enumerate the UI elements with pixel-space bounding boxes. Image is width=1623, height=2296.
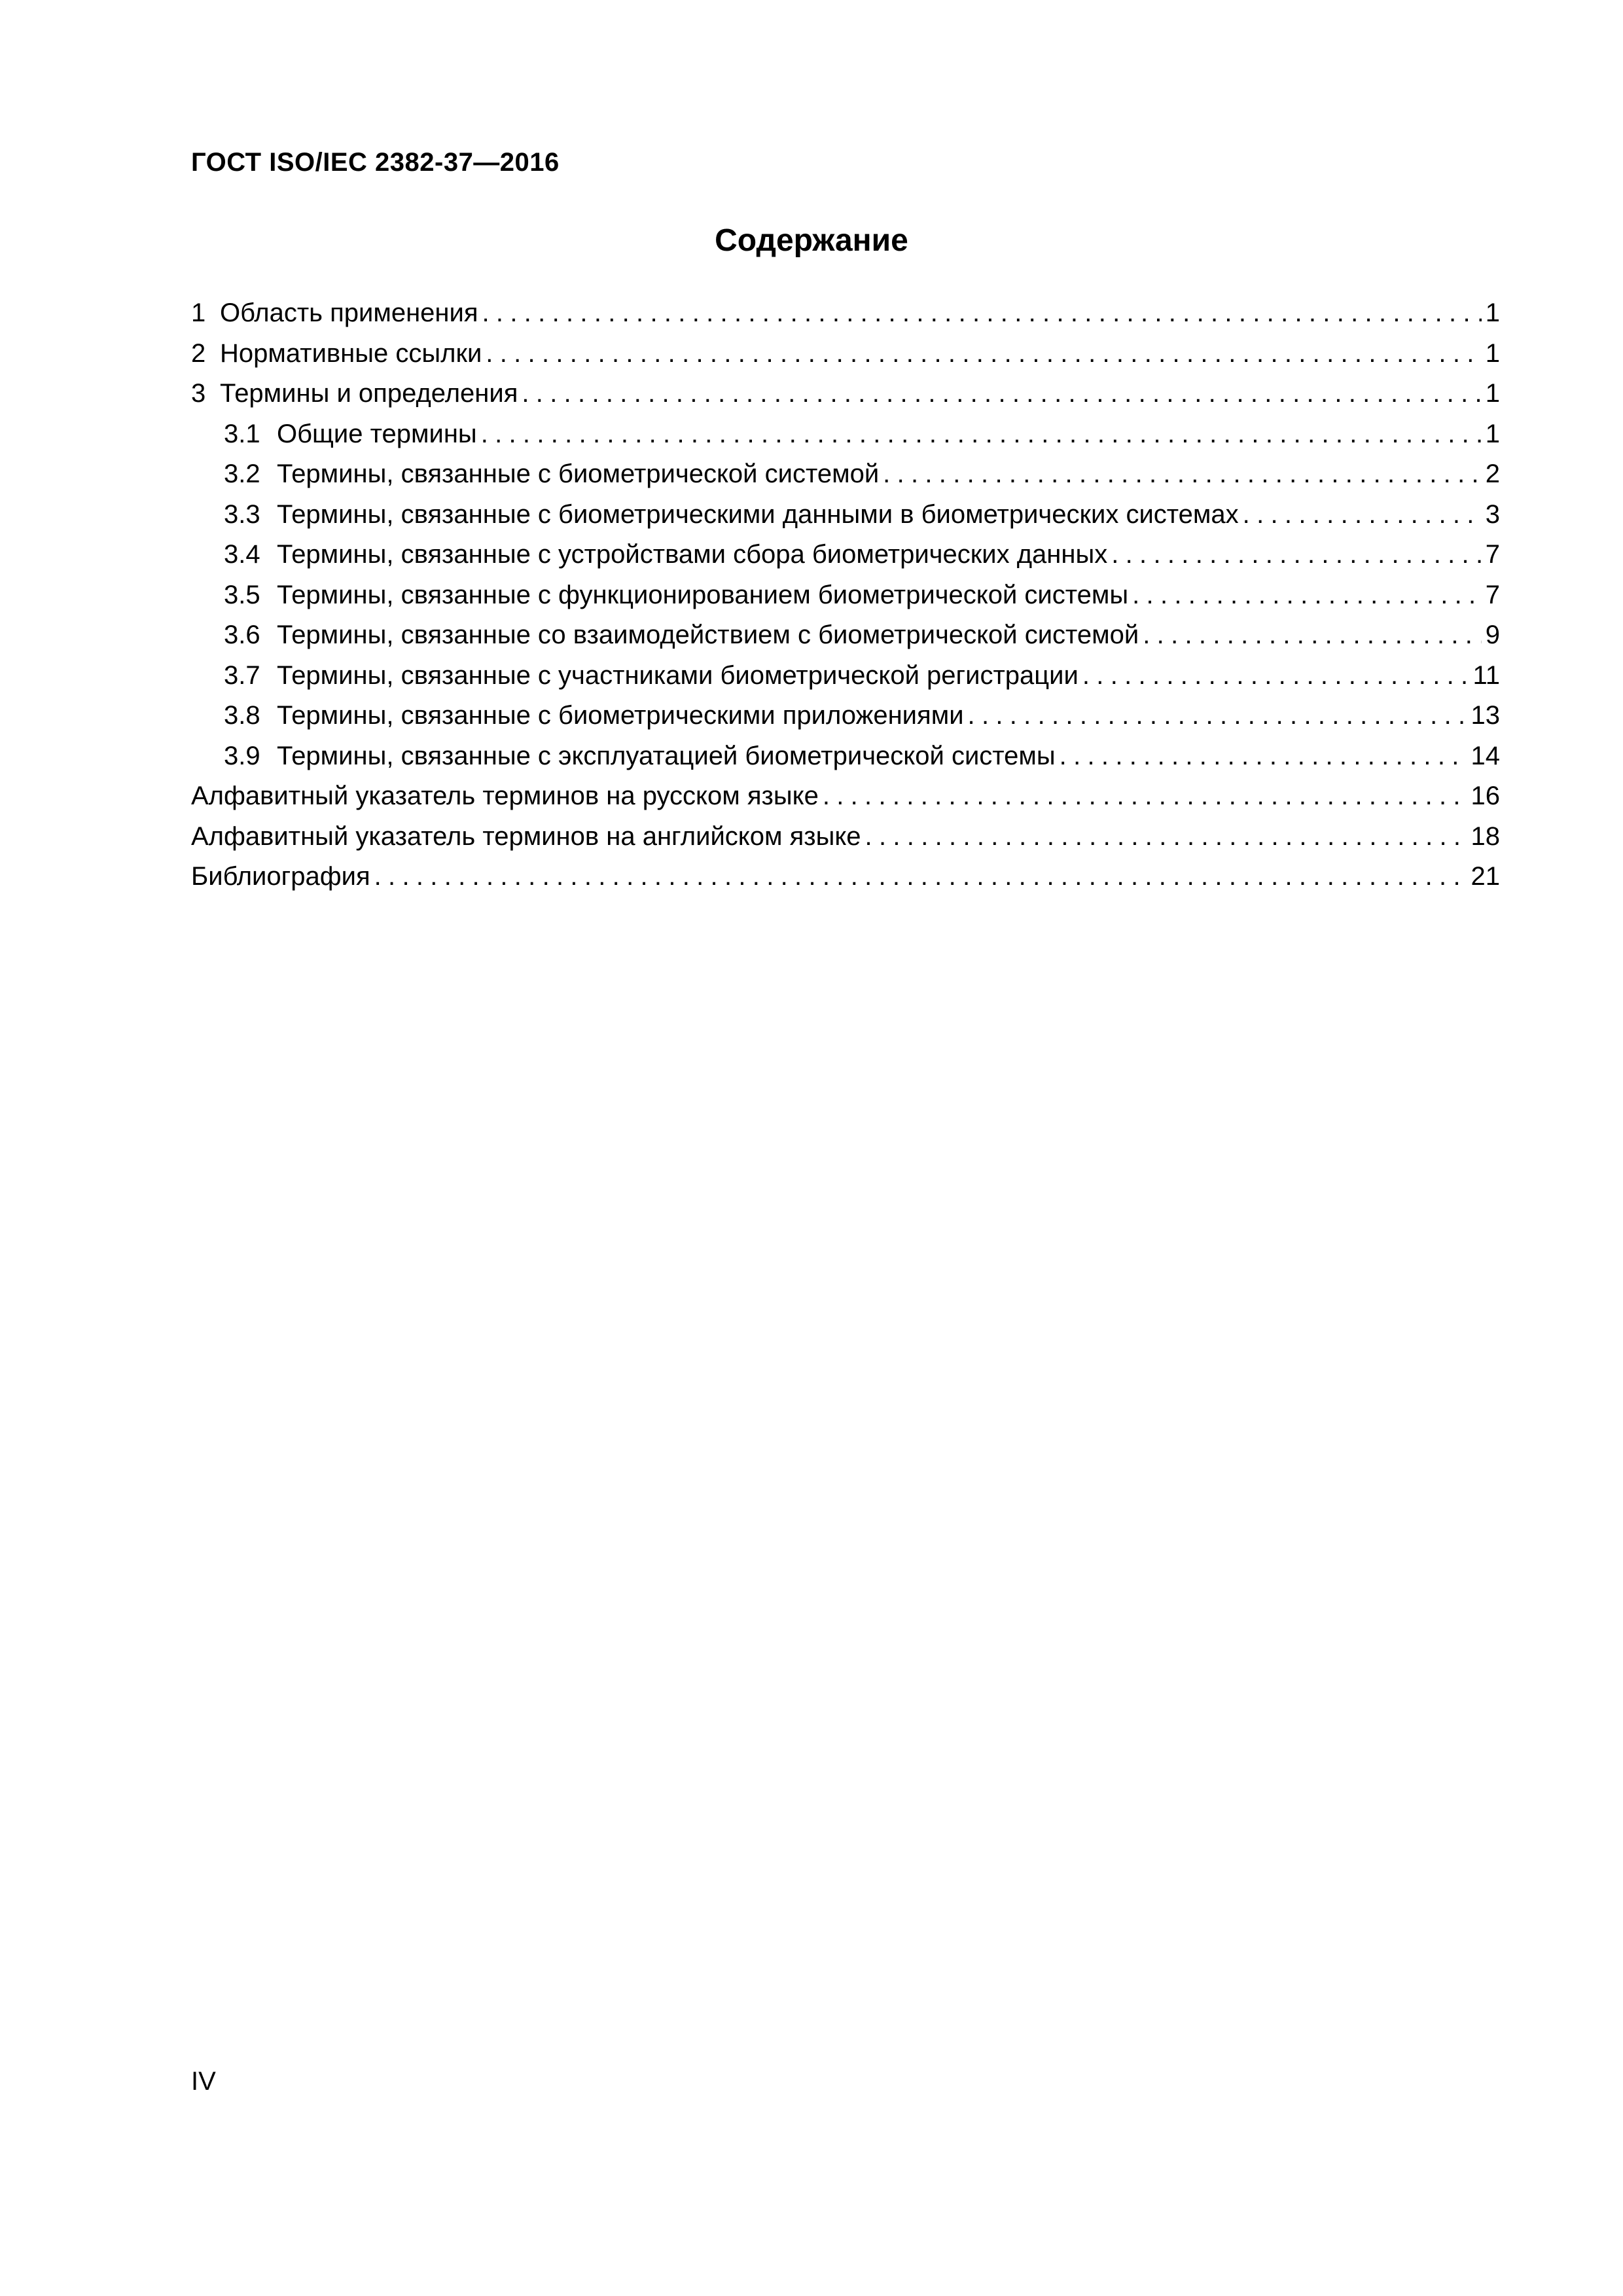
document-header: ГОСТ ISO/IEC 2382-37—2016 [191,148,560,177]
toc-entry-label: Нормативные ссылки [220,338,482,368]
toc-entry-label: Термины, связанные со взаимодействием с биометрической системой [277,620,1139,649]
toc-entry-number: 3.3 [224,499,260,529]
toc-entry-number: 2 [191,338,206,368]
dot-leader [823,776,1467,817]
dot-leader [1060,736,1467,777]
toc-entry-label: Термины, связанные с биометрическими данными в биометрических системах [277,499,1239,529]
toc-entry-page: 1 [1485,298,1500,327]
toc-entry-page: 11 [1472,660,1500,690]
toc-entry-label: Общие термины [277,419,477,448]
dot-leader [374,857,1467,897]
page-title: Содержание [715,223,908,258]
toc-entry-label: Термины, связанные с участниками биометрической регистрации [277,660,1079,690]
toc-entry[interactable] [191,334,1500,374]
toc-entry-page: 3 [1485,499,1500,529]
toc-entry-number: 3.8 [224,701,260,730]
toc-entry-number: 3.6 [224,620,260,649]
toc-entry-page: 1 [1485,379,1500,408]
toc-subentry[interactable] [191,656,1500,696]
toc-entry-number: 3 [191,379,206,408]
toc-subentry[interactable] [191,615,1500,656]
toc-entry-label: Алфавитный указатель терминов на английском языке [191,821,861,851]
dot-leader [481,414,1482,455]
toc-subentry[interactable] [191,414,1500,455]
toc-entry-page: 14 [1471,741,1500,770]
dot-leader [1111,535,1482,575]
dot-leader [522,374,1481,414]
dot-leader [486,334,1481,374]
toc-entry-page: 2 [1485,459,1500,488]
dot-leader [1082,656,1469,696]
toc-entry[interactable] [191,374,1500,414]
dot-leader [1243,495,1482,535]
dot-leader [482,293,1482,334]
toc-entry-page: 1 [1485,419,1500,448]
toc-entry-label: Термины, связанные с устройствами сбора биометрических данных [277,540,1108,569]
toc-entry-page: 18 [1471,821,1500,851]
toc-entry-label: Термины, связанные с биометрической системой [277,459,880,488]
toc-entry-page: 13 [1471,701,1500,730]
dot-leader [1132,575,1482,616]
toc-entry-number: 3.1 [224,419,260,448]
toc-subentry[interactable] [191,535,1500,575]
toc-entry-label: Область применения [220,298,478,327]
toc-subentry[interactable] [191,696,1500,736]
dot-leader [865,817,1467,857]
toc-subentry[interactable] [191,495,1500,535]
toc-entry-number: 3.9 [224,741,260,770]
toc-entry-page: 21 [1471,862,1500,891]
toc-entry-number: 3.7 [224,660,260,690]
toc-entry-number: 3.5 [224,580,260,609]
toc-entry-page: 7 [1485,540,1500,569]
toc-entry[interactable] [191,857,1500,897]
toc-entry[interactable] [191,293,1500,334]
toc-entry-number: 3.4 [224,540,260,569]
toc-entry-page: 1 [1485,338,1500,368]
toc-entry-page: 7 [1485,580,1500,609]
toc-entry[interactable] [191,776,1500,817]
toc-entry-label: Термины, связанные с эксплуатацией биометрической системы [277,741,1056,770]
toc-entry-label: Термины, связанные с функционированием биометрической системы [277,580,1129,609]
toc-entry-label: Термины, связанные с биометрическими приложениями [277,701,964,730]
table-of-contents [191,293,1500,897]
toc-entry-page: 16 [1471,781,1500,810]
toc-subentry[interactable] [191,736,1500,777]
toc-entry-label: Алфавитный указатель терминов на русском языке [191,781,819,810]
dot-leader [1143,615,1481,656]
toc-subentry[interactable] [191,575,1500,616]
toc-entry-label: Библиография [191,862,370,891]
toc-subentry[interactable] [191,454,1500,495]
toc-entry-number: 1 [191,298,206,327]
toc-entry-number: 3.2 [224,459,260,488]
toc-entry-label: Термины и определения [220,379,518,408]
toc-entry-page: 9 [1485,620,1500,649]
dot-leader [968,696,1467,736]
page-number: IV [191,2067,216,2096]
dot-leader [883,454,1482,495]
toc-entry[interactable] [191,817,1500,857]
